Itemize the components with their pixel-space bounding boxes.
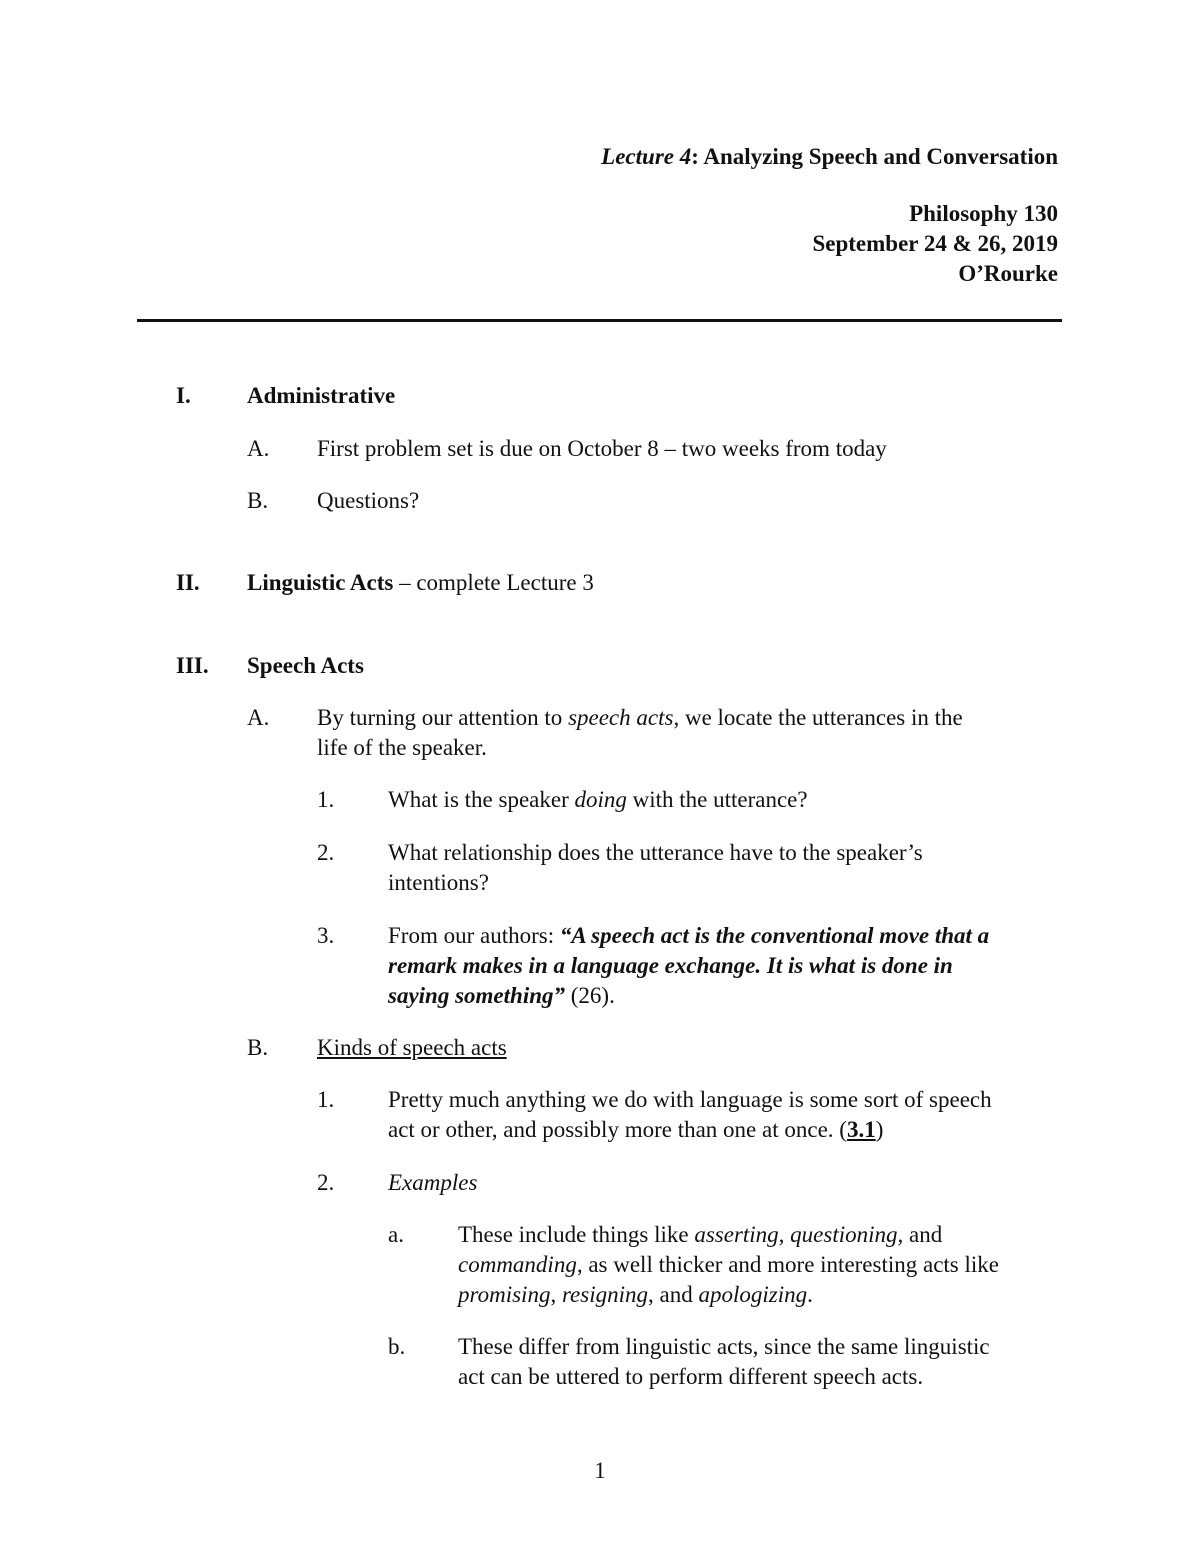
quotation: “A speech act is the conventional move that a [559, 923, 990, 948]
text-run: with the utterance? [626, 787, 808, 812]
section-title: Speech Acts [247, 653, 364, 678]
section-numeral: III. [176, 653, 209, 678]
text-run: act or other, and possibly more than one at once. ( [388, 1117, 847, 1142]
item-line [458, 1250, 999, 1280]
lecture-title [601, 141, 1058, 173]
item-label: b. [388, 1334, 406, 1359]
document-header [601, 141, 1058, 289]
text-run: , we locate the utterances in the [673, 705, 963, 730]
item-line [388, 1115, 992, 1145]
lecture-number: Lecture 4 [601, 144, 692, 169]
emphasis: apologizing [698, 1282, 808, 1307]
quotation: saying something” [388, 983, 566, 1008]
item-text [458, 1332, 990, 1392]
item-text [388, 1085, 992, 1145]
item-text: First problem set is due on October 8 – two weeks from today [317, 436, 887, 461]
section-title: Linguistic Acts [247, 570, 394, 595]
item-line: life of the speaker. [317, 735, 487, 760]
text-run: From our authors: [388, 923, 560, 948]
item-line: intentions? [388, 870, 489, 895]
item-line: Pretty much anything we do with language is some sort of speech [388, 1087, 992, 1112]
lecture-dates: September 24 & 26, 2019 [812, 231, 1058, 256]
item-text [388, 785, 808, 815]
item-label: a. [388, 1222, 404, 1247]
item-title: Examples [388, 1170, 478, 1195]
section-title: Administrative [247, 383, 396, 408]
item-line [388, 981, 989, 1011]
instructor-name: O’Rourke [958, 261, 1058, 286]
item-text: Questions? [317, 488, 420, 513]
course-meta [601, 199, 1058, 289]
lecture-title-text: : Analyzing Speech and Conversation [691, 144, 1058, 169]
text-run: , and [648, 1282, 699, 1307]
item-label: B. [247, 488, 269, 513]
text-run: By turning our attention to [317, 705, 569, 730]
item-line [458, 1220, 999, 1250]
item-label: 1. [317, 1087, 335, 1112]
emphasis-doing: doing [574, 787, 627, 812]
item-label: 3. [317, 923, 335, 948]
text-run: ) [875, 1117, 884, 1142]
item-label: A. [247, 705, 270, 730]
item-text [388, 838, 923, 898]
text-run: What is the speaker [388, 787, 575, 812]
item-line [458, 1280, 999, 1310]
text-run: , [550, 1282, 562, 1307]
text-run: . [807, 1282, 813, 1307]
item-label: 1. [317, 787, 335, 812]
item-label: A. [247, 436, 270, 461]
item-text [388, 921, 989, 1011]
subsection-title: Kinds of speech acts [317, 1035, 507, 1060]
citation: (26). [565, 983, 615, 1008]
page-number: 1 [594, 1458, 606, 1483]
item-label: 2. [317, 840, 335, 865]
item-label: B. [247, 1035, 269, 1060]
section-title-line [247, 568, 594, 598]
emphasis: commanding [458, 1252, 577, 1277]
item-line: act can be uttered to perform different speech acts. [458, 1364, 924, 1389]
text-run: , as well thicker and more interesting acts like [576, 1252, 999, 1277]
quotation: remark makes in a language exchange. It is what is done in [388, 953, 953, 978]
section-note: – complete Lecture 3 [393, 570, 594, 595]
text-run: These include things like [458, 1222, 695, 1247]
header-divider [137, 319, 1062, 322]
course-name: Philosophy 130 [909, 201, 1058, 226]
item-label: 2. [317, 1170, 335, 1195]
emphasis: promising [458, 1282, 551, 1307]
emphasis: resigning [561, 1282, 648, 1307]
item-line: These differ from linguistic acts, since the same linguistic [458, 1334, 990, 1359]
section-numeral: I. [176, 383, 191, 408]
item-text [317, 703, 963, 763]
emphasis-speech-acts: speech acts [568, 705, 674, 730]
item-text [458, 1220, 999, 1310]
item-line [388, 921, 989, 951]
text-run: and [903, 1222, 943, 1247]
section-numeral: II. [176, 570, 200, 595]
item-line [317, 703, 963, 733]
cross-reference: 3.1 [846, 1117, 876, 1142]
item-line: What relationship does the utterance have to the speaker’s [388, 840, 923, 865]
emphasis: asserting, questioning, [694, 1222, 904, 1247]
